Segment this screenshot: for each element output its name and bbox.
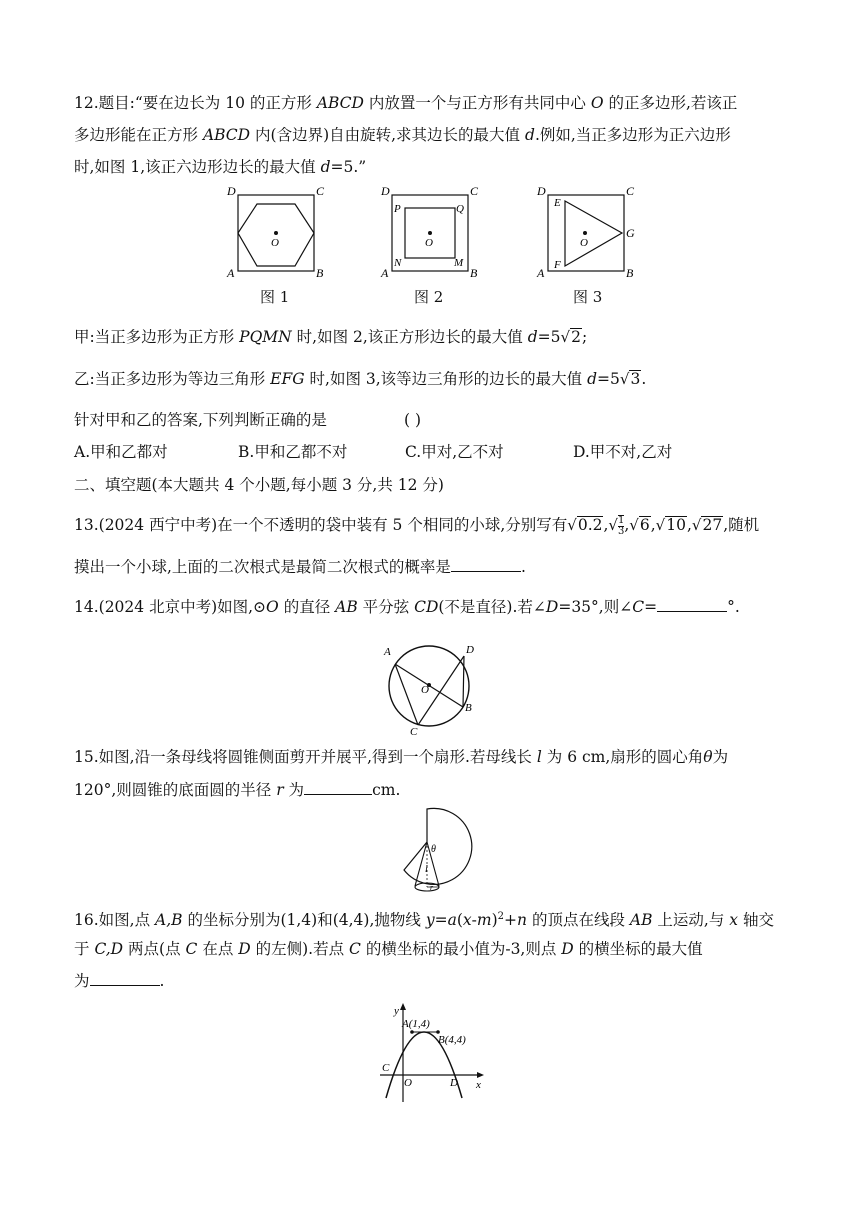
figure-3-triangle [534, 184, 654, 280]
q13-answer-blank[interactable] [451, 557, 521, 572]
label-B: B [470, 266, 478, 280]
q16-eq: m [476, 911, 492, 930]
figure-16-parabola [372, 1002, 492, 1106]
q12-text: .例如,当正多边形为正六边形 [534, 126, 731, 144]
q16-eq: n [517, 911, 528, 930]
label-theta: θ [431, 844, 436, 855]
q12-line2 [74, 124, 731, 146]
label-x: x [476, 1079, 481, 1091]
q12-text: 甲:当正多边形为正方形 [74, 328, 240, 346]
q16-point: D [561, 940, 574, 958]
q16-point: C [349, 940, 361, 958]
label-O: O [580, 237, 588, 249]
q15-text: 120°,则圆锥的底面圆的半径 [74, 781, 277, 799]
q13-text: . [520, 558, 526, 576]
figure-1-hexagon [224, 184, 334, 280]
label-N: N [394, 257, 402, 269]
q16-line2 [74, 938, 703, 960]
q16-segment: AB [629, 911, 653, 930]
q13-radical-1: 0.2 [577, 516, 603, 534]
q12-var-d: d [525, 126, 535, 144]
q12-text: 时,如图 3,该等边三角形的边长的最大值 [304, 370, 588, 388]
q12-text: 时,如图 2,该正方形边长的最大值 [291, 328, 528, 346]
q16-text: 轴交 [738, 911, 774, 930]
q16-text: . [159, 972, 165, 990]
label-B: B [316, 266, 324, 280]
q13-text: 13.(2024 西宁中考)在一个不透明的袋中装有 5 个相同的小球,分别写有 [74, 516, 568, 534]
q12-question [74, 409, 327, 431]
q16-text: 的横坐标的最大值 [573, 940, 703, 958]
q14-text: (不是直径).若∠ [438, 598, 546, 616]
q16-eq-exponent: 2 [497, 911, 505, 922]
label-D: D [227, 184, 236, 198]
q14-angle-d: D [545, 598, 559, 616]
q12-jia: 甲:当正多边形为正方形 PQMN 时,如图 2,该正方形边长的最大值 d=5√2; [74, 328, 588, 346]
label-O: O [404, 1077, 412, 1089]
label-F: F [554, 259, 561, 271]
q14-line1 [74, 596, 740, 618]
q13-radical-frac [618, 515, 624, 537]
q14-answer-blank[interactable] [657, 597, 727, 612]
q14-chord: CD [414, 598, 439, 616]
q12-text: 12.题目:“要在边长为 10 的正方形 [74, 94, 317, 112]
label-M: M [454, 257, 464, 269]
q16-line1 [74, 906, 774, 931]
q15-line1 [74, 746, 728, 768]
q12-text: 乙:当正多边形为等边三角形 [74, 370, 271, 388]
q16-text: 16.如图,点 [74, 911, 156, 930]
figure-1-caption: 图 1 [260, 288, 290, 306]
q12-polygon-name: PQMN [239, 328, 292, 346]
q15-text: 为 6 cm,扇形的圆心角 [541, 748, 704, 766]
q12-center-name: O [590, 94, 604, 112]
figure-2-square [378, 184, 488, 280]
q12-text: 内(含边界)自由旋转,求其边长的最大值 [250, 126, 525, 144]
q16-eq: = [434, 911, 448, 930]
q12-square-name: ABCD [316, 94, 364, 112]
label-l: l [425, 864, 428, 875]
q16-text: 在点 [197, 940, 239, 958]
q16-eq: + [504, 911, 518, 930]
q16-axis: x [729, 911, 739, 930]
q16-eq: y [425, 911, 435, 930]
label-A: A [384, 646, 391, 658]
figure-15-cone-sector [390, 804, 480, 894]
label-G: G [626, 226, 635, 240]
q16-text: 上运动,与 [652, 911, 730, 930]
q14-text: 14.(2024 北京中考)如图,⊙ [74, 598, 267, 616]
q12-line1 [74, 92, 737, 114]
label-D: D [450, 1077, 458, 1089]
q13-radical-4: 10 [666, 516, 686, 534]
q16-eq: ) [491, 911, 498, 930]
q12-radicand: 3 [630, 370, 641, 388]
label-C: C [316, 184, 325, 198]
q16-text: 的横坐标的最小值为-3,则点 [360, 940, 562, 958]
q12-var-d: d [320, 158, 331, 176]
q16-text: 的顶点在线段 [527, 911, 630, 930]
q15-text: cm. [372, 781, 401, 799]
label-O: O [421, 684, 429, 696]
q16-eq: ( [456, 911, 463, 930]
q14-center: O [266, 598, 279, 616]
label-C: C [410, 726, 418, 736]
q16-eq: - [471, 911, 477, 930]
q12-text: =5 [537, 328, 561, 346]
q12-text: 的正多边形,若该正 [603, 94, 738, 112]
figure-14-circle [378, 640, 482, 736]
q14-angle-c: C [632, 598, 645, 616]
label-C: C [382, 1062, 390, 1074]
label-B: B [465, 702, 472, 714]
q12-option-b: B.甲和乙都不对 [238, 443, 348, 461]
label-r: r [430, 883, 434, 892]
q14-text: 平分弦 [357, 598, 415, 616]
q15-var-l: l [536, 748, 542, 766]
q16-points: A,B [155, 911, 183, 930]
q16-answer-blank[interactable] [90, 971, 160, 986]
label-P: P [394, 203, 401, 215]
figure-3-caption: 图 3 [573, 288, 603, 306]
q12-text: . [641, 370, 647, 388]
q16-text: 两点(点 [123, 940, 186, 958]
q12-square-name: ABCD [202, 126, 251, 144]
q13-line2 [74, 556, 526, 578]
q15-line2 [74, 779, 400, 801]
q14-text: = [644, 598, 658, 616]
q16-point: C [185, 940, 198, 958]
q15-var-r: r [276, 781, 284, 799]
label-O: O [425, 237, 433, 249]
label-B: B [626, 266, 634, 280]
q13-radical-5: 27 [702, 516, 723, 534]
q16-line3 [74, 970, 164, 992]
label-D: D [381, 184, 390, 198]
q13-text: ,随机 [723, 516, 760, 534]
q16-eq: a [447, 911, 457, 930]
label-B: B(4,4) [438, 1034, 466, 1046]
label-y: y [394, 1005, 399, 1017]
label-E: E [554, 197, 561, 209]
label-A: A [227, 266, 235, 280]
q15-var-theta: θ [703, 748, 713, 766]
q14-text: °. [727, 598, 740, 616]
q16-points: C,D [94, 940, 124, 958]
q16-eq: x [462, 911, 472, 930]
q12-text: 内放置一个与正方形有共同中心 [363, 94, 591, 112]
label-O: O [271, 237, 279, 249]
q13-text: 摸出一个小球,上面的二次根式是最简二次根式的概率是 [74, 558, 451, 576]
q14-diameter: AB [335, 598, 358, 616]
label-A: A [381, 266, 389, 280]
q14-text: 的直径 [278, 598, 336, 616]
q12-text: 时,如图 1,该正六边形边长的最大值 [74, 158, 321, 176]
q12-answer-paren: ( ) [404, 411, 422, 429]
label-D: D [537, 184, 546, 198]
q12-text: 多边形能在正方形 [74, 126, 203, 144]
q15-answer-blank[interactable] [304, 780, 372, 795]
label-A: A [537, 266, 545, 280]
q13-frac-den: 3 [617, 526, 625, 537]
q14-text: =35°,则∠ [558, 598, 633, 616]
q13-line1: 13.(2024 西宁中考)在一个不透明的袋中装有 5 个相同的小球,分别写有√0.2,√ $\frac{1}{3}$ ,√6,√10,√27,随机 [74, 515, 760, 537]
q12-option-a: A.甲和乙都对 [74, 443, 168, 461]
label-Q: Q [456, 203, 464, 215]
q12-radicand: 2 [571, 328, 581, 346]
q16-text: 的左侧).若点 [250, 940, 350, 958]
q12-var-d: d [527, 328, 538, 346]
q16-text: 的坐标分别为(1,4)和(4,4),抛物线 [182, 911, 426, 930]
q13-radical-3: 6 [639, 516, 650, 534]
q12-option-c: C.甲对,乙不对 [405, 443, 504, 461]
q12-var-d: d [587, 370, 598, 388]
q16-text: 为 [74, 972, 90, 990]
label-A: A(1,4) [402, 1018, 430, 1030]
q16-text: 于 [74, 940, 95, 958]
q12-text: =5 [597, 370, 620, 388]
q13-frac-num: 1 [617, 515, 625, 526]
q12-text: ; [581, 328, 588, 346]
q16-point: D [238, 940, 251, 958]
q15-text: 为 [712, 748, 729, 766]
q12-text: =5.” [330, 158, 367, 176]
label-C: C [470, 184, 479, 198]
label-C: C [626, 184, 635, 198]
q12-polygon-name: EFG [270, 370, 305, 388]
q12-yi: 乙:当正多边形为等边三角形 EFG 时,如图 3,该等边三角形的边长的最大值 d=5√3. [74, 370, 647, 388]
label-D: D [466, 644, 474, 656]
q12-option-d: D.甲不对,乙对 [573, 443, 673, 461]
q12-line3 [74, 156, 366, 178]
figure-2-caption: 图 2 [414, 288, 444, 306]
q15-text: 15.如图,沿一条母线将圆锥侧面剪开并展平,得到一个扇形.若母线长 [74, 748, 537, 766]
q15-text: 为 [283, 781, 305, 799]
q12-question-text: 针对甲和乙的答案,下列判断正确的是 [74, 411, 327, 429]
section-2-heading: 二、填空题(本大题共 4 个小题,每小题 3 分,共 12 分) [74, 476, 444, 494]
